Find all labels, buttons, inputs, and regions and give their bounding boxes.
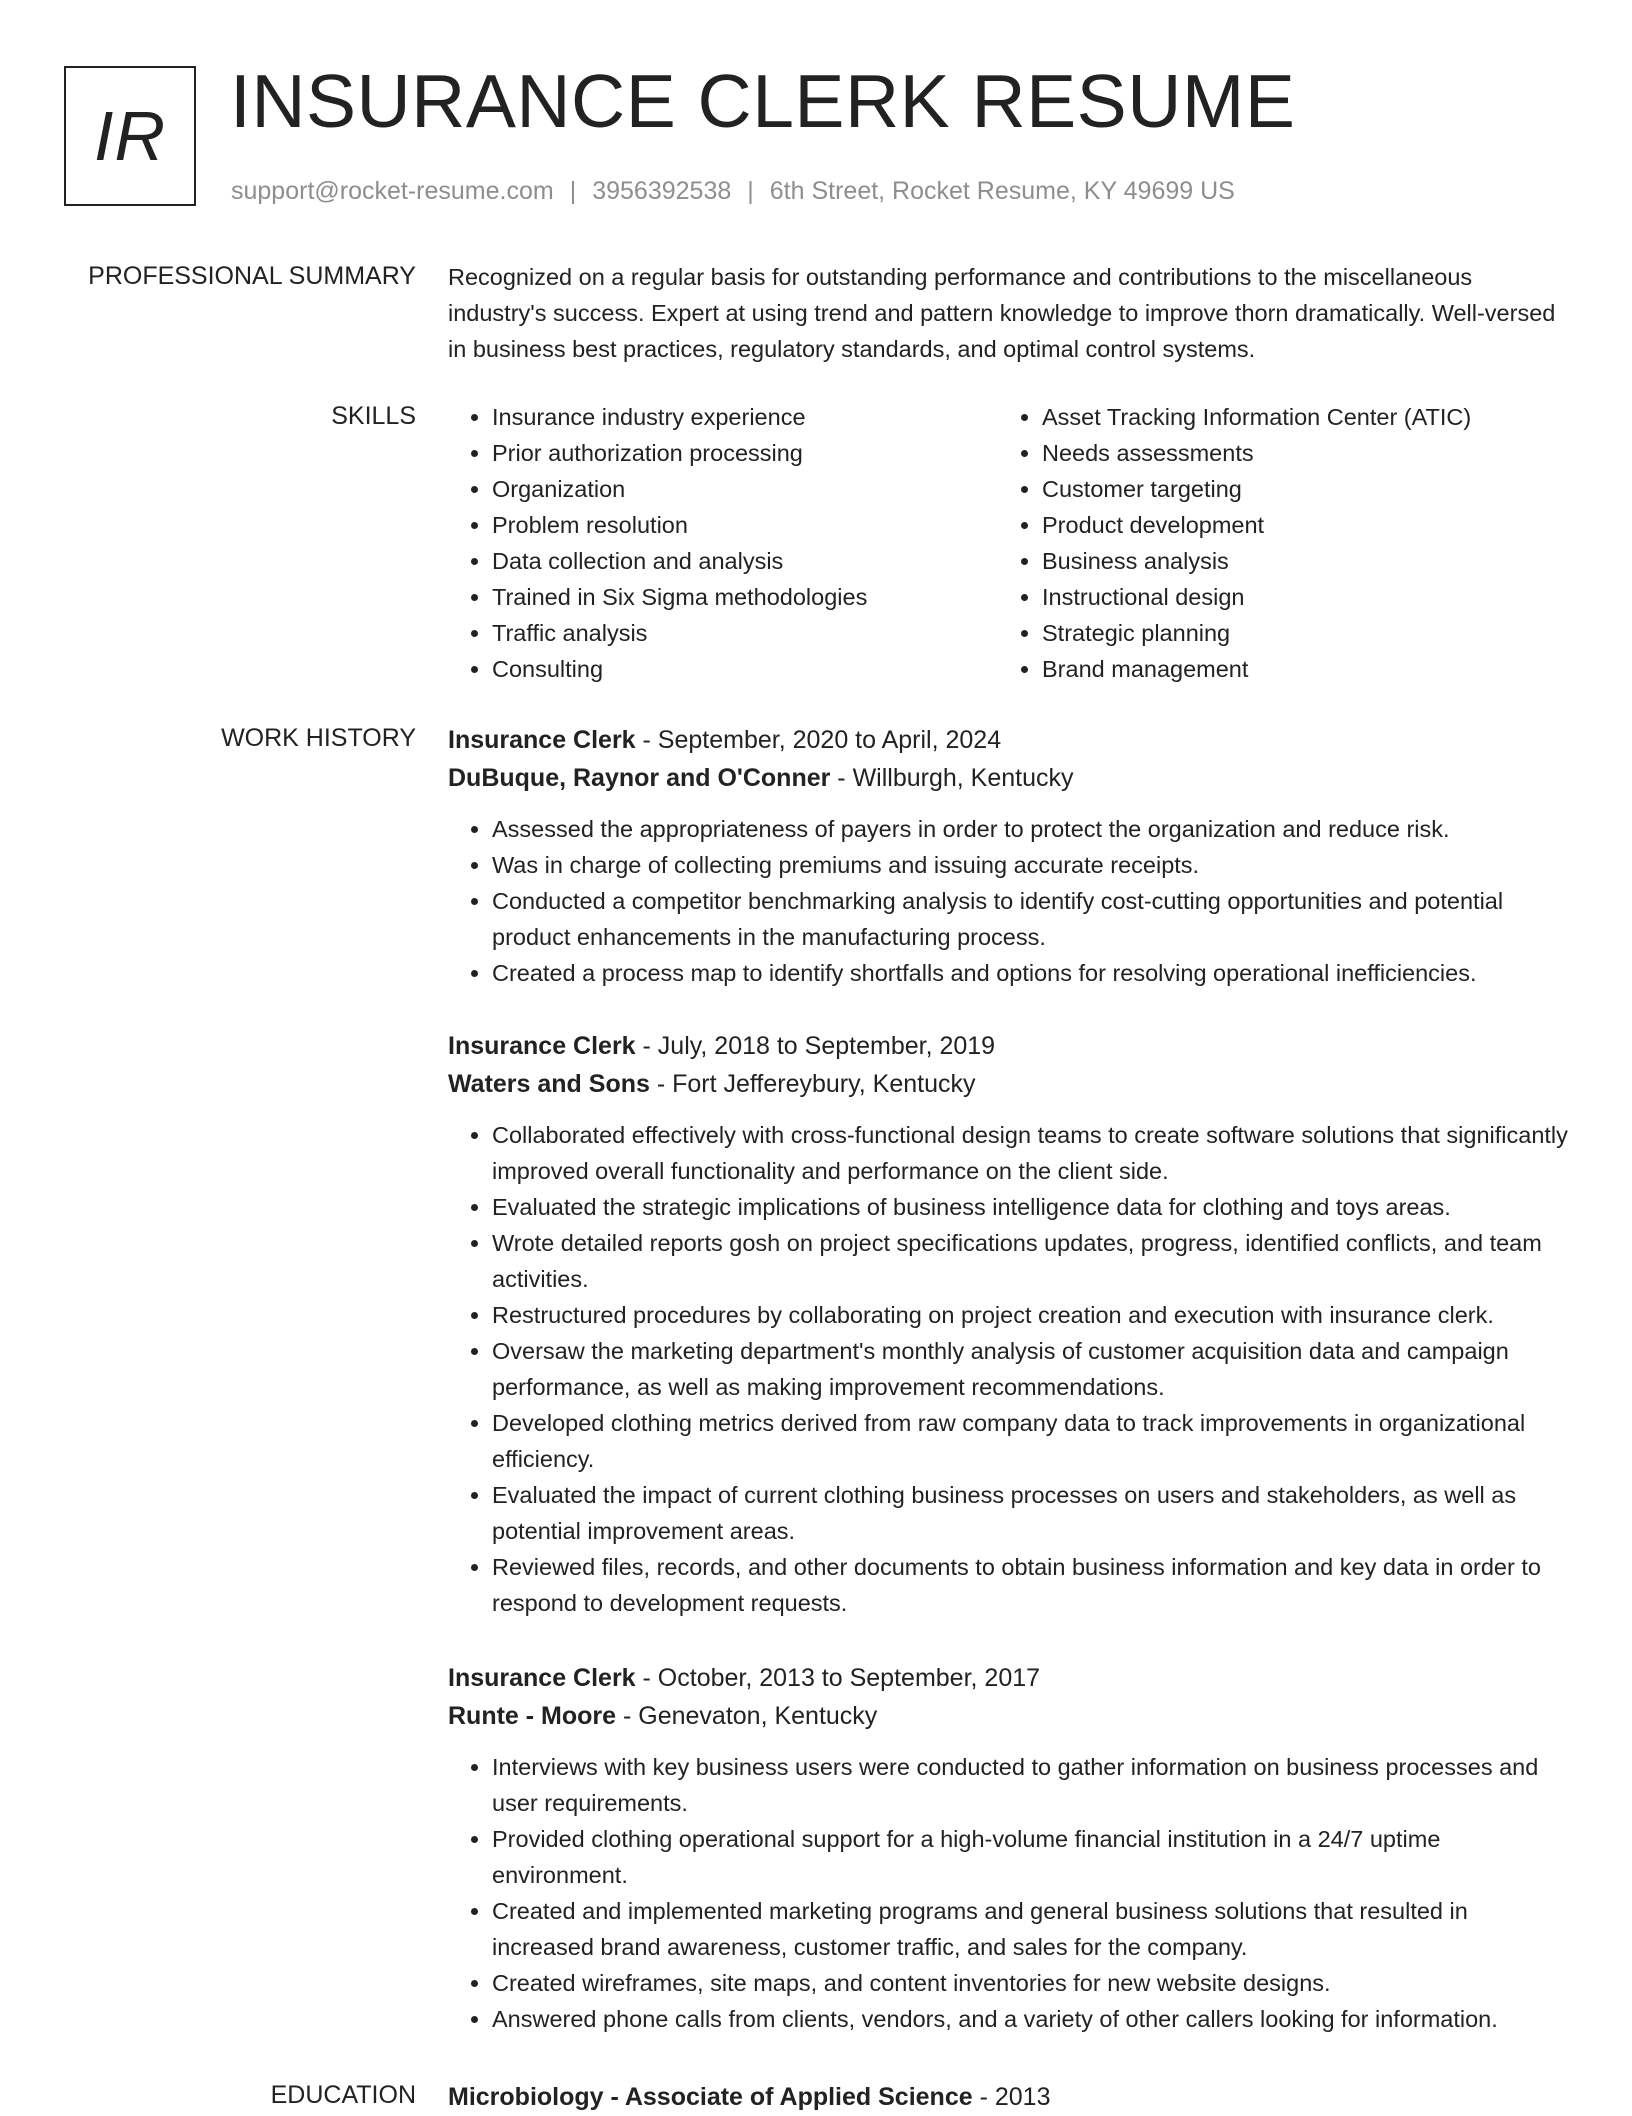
work-history-body — [448, 721, 1568, 991]
job-dates: - September, 2020 to April, 2024 — [635, 726, 1002, 754]
monogram-logo: IR — [64, 66, 196, 206]
job-title-line — [448, 721, 1568, 759]
job-company-line — [448, 759, 1568, 797]
education-line — [448, 2078, 1568, 2116]
skill-item: • Customer targeting — [1042, 471, 1548, 507]
section-label-skills: SKILLS — [331, 402, 416, 430]
job-bullet: • Conducted a competitor benchmarking analysis to identify cost-cutting opportunities and potential product enhancements in the manufacturing process. — [492, 883, 1568, 955]
job-company-line — [448, 1697, 1568, 1735]
skills-grid — [448, 399, 1558, 687]
job-bullet: • Assessed the appropriateness of payers in order to protect the organization and reduce risk. — [492, 811, 1568, 847]
skill-item: • Business analysis — [1042, 543, 1548, 579]
skill-item: • Needs assessments — [1042, 435, 1548, 471]
job-title: Insurance Clerk — [448, 1664, 636, 1692]
job-bullet: • Collaborated effectively with cross-functional design teams to create software solutions that significantly improved overall functionality and performance on the client side. — [492, 1117, 1568, 1189]
contact-phone[interactable]: 3956392538 — [592, 177, 732, 205]
education-year: - 2013 — [972, 2083, 1051, 2111]
skill-item: • Traffic analysis — [492, 615, 998, 651]
summary-body — [448, 259, 1568, 367]
job-location: - Willburgh, Kentucky — [830, 764, 1074, 792]
job-bullet: • Was in charge of collecting premiums and issuing accurate receipts. — [492, 847, 1568, 883]
job-title-line — [448, 1659, 1568, 1697]
job-bullet: • Evaluated the strategic implications of business intelligence data for clothing and toys areas. — [492, 1189, 1568, 1225]
skill-item: • Organization — [492, 471, 998, 507]
skills-column-right — [998, 399, 1548, 687]
job-bullets — [448, 811, 1568, 991]
job-title: Insurance Clerk — [448, 1032, 636, 1060]
section-label-work-history: WORK HISTORY — [221, 724, 416, 752]
job-company: DuBuque, Raynor and O'Conner — [448, 764, 831, 792]
job-company-line — [448, 1065, 1568, 1103]
contact-separator: | — [747, 177, 754, 205]
job-bullet: • Restructured procedures by collaborating on project creation and execution with insurance clerk. — [492, 1297, 1568, 1333]
skills-list-right — [998, 399, 1548, 687]
job-bullet: • Provided clothing operational support for a high-volume financial institution in a 24/7 uptime environment. — [492, 1821, 1568, 1893]
job-company: Waters and Sons — [448, 1070, 650, 1098]
job-location: - Genevaton, Kentucky — [616, 1702, 878, 1730]
skill-item: • Consulting — [492, 651, 998, 687]
skill-item: • Asset Tracking Information Center (ATIC) — [1042, 399, 1548, 435]
skills-body — [448, 399, 1568, 687]
job-entry — [448, 1659, 1568, 2037]
contact-address: 6th Street, Rocket Resume, KY 49699 US — [769, 177, 1235, 205]
job-entry — [448, 1027, 1568, 1621]
job-entry — [448, 721, 1568, 991]
contact-email[interactable]: support@rocket-resume.com — [231, 177, 554, 205]
skills-column-left — [448, 399, 998, 687]
contact-separator: | — [569, 177, 577, 205]
job-dates: - October, 2013 to September, 2017 — [635, 1664, 1041, 1692]
skill-item: • Problem resolution — [492, 507, 998, 543]
section-label-summary: PROFESSIONAL SUMMARY — [88, 262, 416, 290]
contact-line — [231, 174, 1235, 208]
skill-item: • Prior authorization processing — [492, 435, 998, 471]
job-title: Insurance Clerk — [448, 726, 636, 754]
job-bullet: • Answered phone calls from clients, vendors, and a variety of other callers looking for information. — [492, 2001, 1568, 2037]
skill-item: • Data collection and analysis — [492, 543, 998, 579]
job-bullet: • Reviewed files, records, and other documents to obtain business information and key data in order to respond to development requests. — [492, 1549, 1568, 1621]
job-dates: - July, 2018 to September, 2019 — [635, 1032, 996, 1060]
job-bullet: • Wrote detailed reports gosh on project specifications updates, progress, identified conflicts, and team activities. — [492, 1225, 1568, 1297]
skill-item: • Trained in Six Sigma methodologies — [492, 579, 998, 615]
summary-text: Recognized on a regular basis for outstanding performance and contributions to the miscellaneous industry's success. Expert at using trend and pattern knowledge to improve thorn dramatically. Well-versed in business best practices, regulatory standards, and optimal control systems. — [448, 264, 1556, 362]
job-bullet: • Created wireframes, site maps, and content inventories for new website designs. — [492, 1965, 1568, 2001]
job-bullets — [448, 1117, 1568, 1621]
job-location: - Fort Jeffereybury, Kentucky — [649, 1070, 976, 1098]
job-company: Runte - Moore — [448, 1702, 617, 1730]
job-bullet: • Created a process map to identify shortfalls and options for resolving operational inefficiencies. — [492, 955, 1568, 991]
skills-list-left — [448, 399, 998, 687]
job-bullet: • Interviews with key business users were conducted to gather information on business processes and user requirements. — [492, 1749, 1568, 1821]
resume-title: INSURANCE CLERK RESUME — [230, 59, 1296, 143]
job-bullets — [448, 1749, 1568, 2037]
education-body — [448, 2078, 1568, 2116]
skill-item: • Strategic planning — [1042, 615, 1548, 651]
skill-item: • Insurance industry experience — [492, 399, 998, 435]
job-bullet: • Evaluated the impact of current clothing business processes on users and stakeholders, as well as potential improvement areas. — [492, 1477, 1568, 1549]
skill-item: • Brand management — [1042, 651, 1548, 687]
skill-item: • Product development — [1042, 507, 1548, 543]
job-bullet: • Created and implemented marketing programs and general business solutions that resulted in increased brand awareness, customer traffic, and sales for the company. — [492, 1893, 1568, 1965]
job-title-line — [448, 1027, 1568, 1065]
job-bullet: • Developed clothing metrics derived from raw company data to track improvements in organizational efficiency. — [492, 1405, 1568, 1477]
job-bullet: • Oversaw the marketing department's monthly analysis of customer acquisition data and campaign performance, as well as making improvement recommendations. — [492, 1333, 1568, 1405]
skill-item: • Instructional design — [1042, 579, 1548, 615]
education-degree: Microbiology - Associate of Applied Science — [448, 2083, 973, 2111]
section-label-education: EDUCATION — [270, 2081, 416, 2109]
